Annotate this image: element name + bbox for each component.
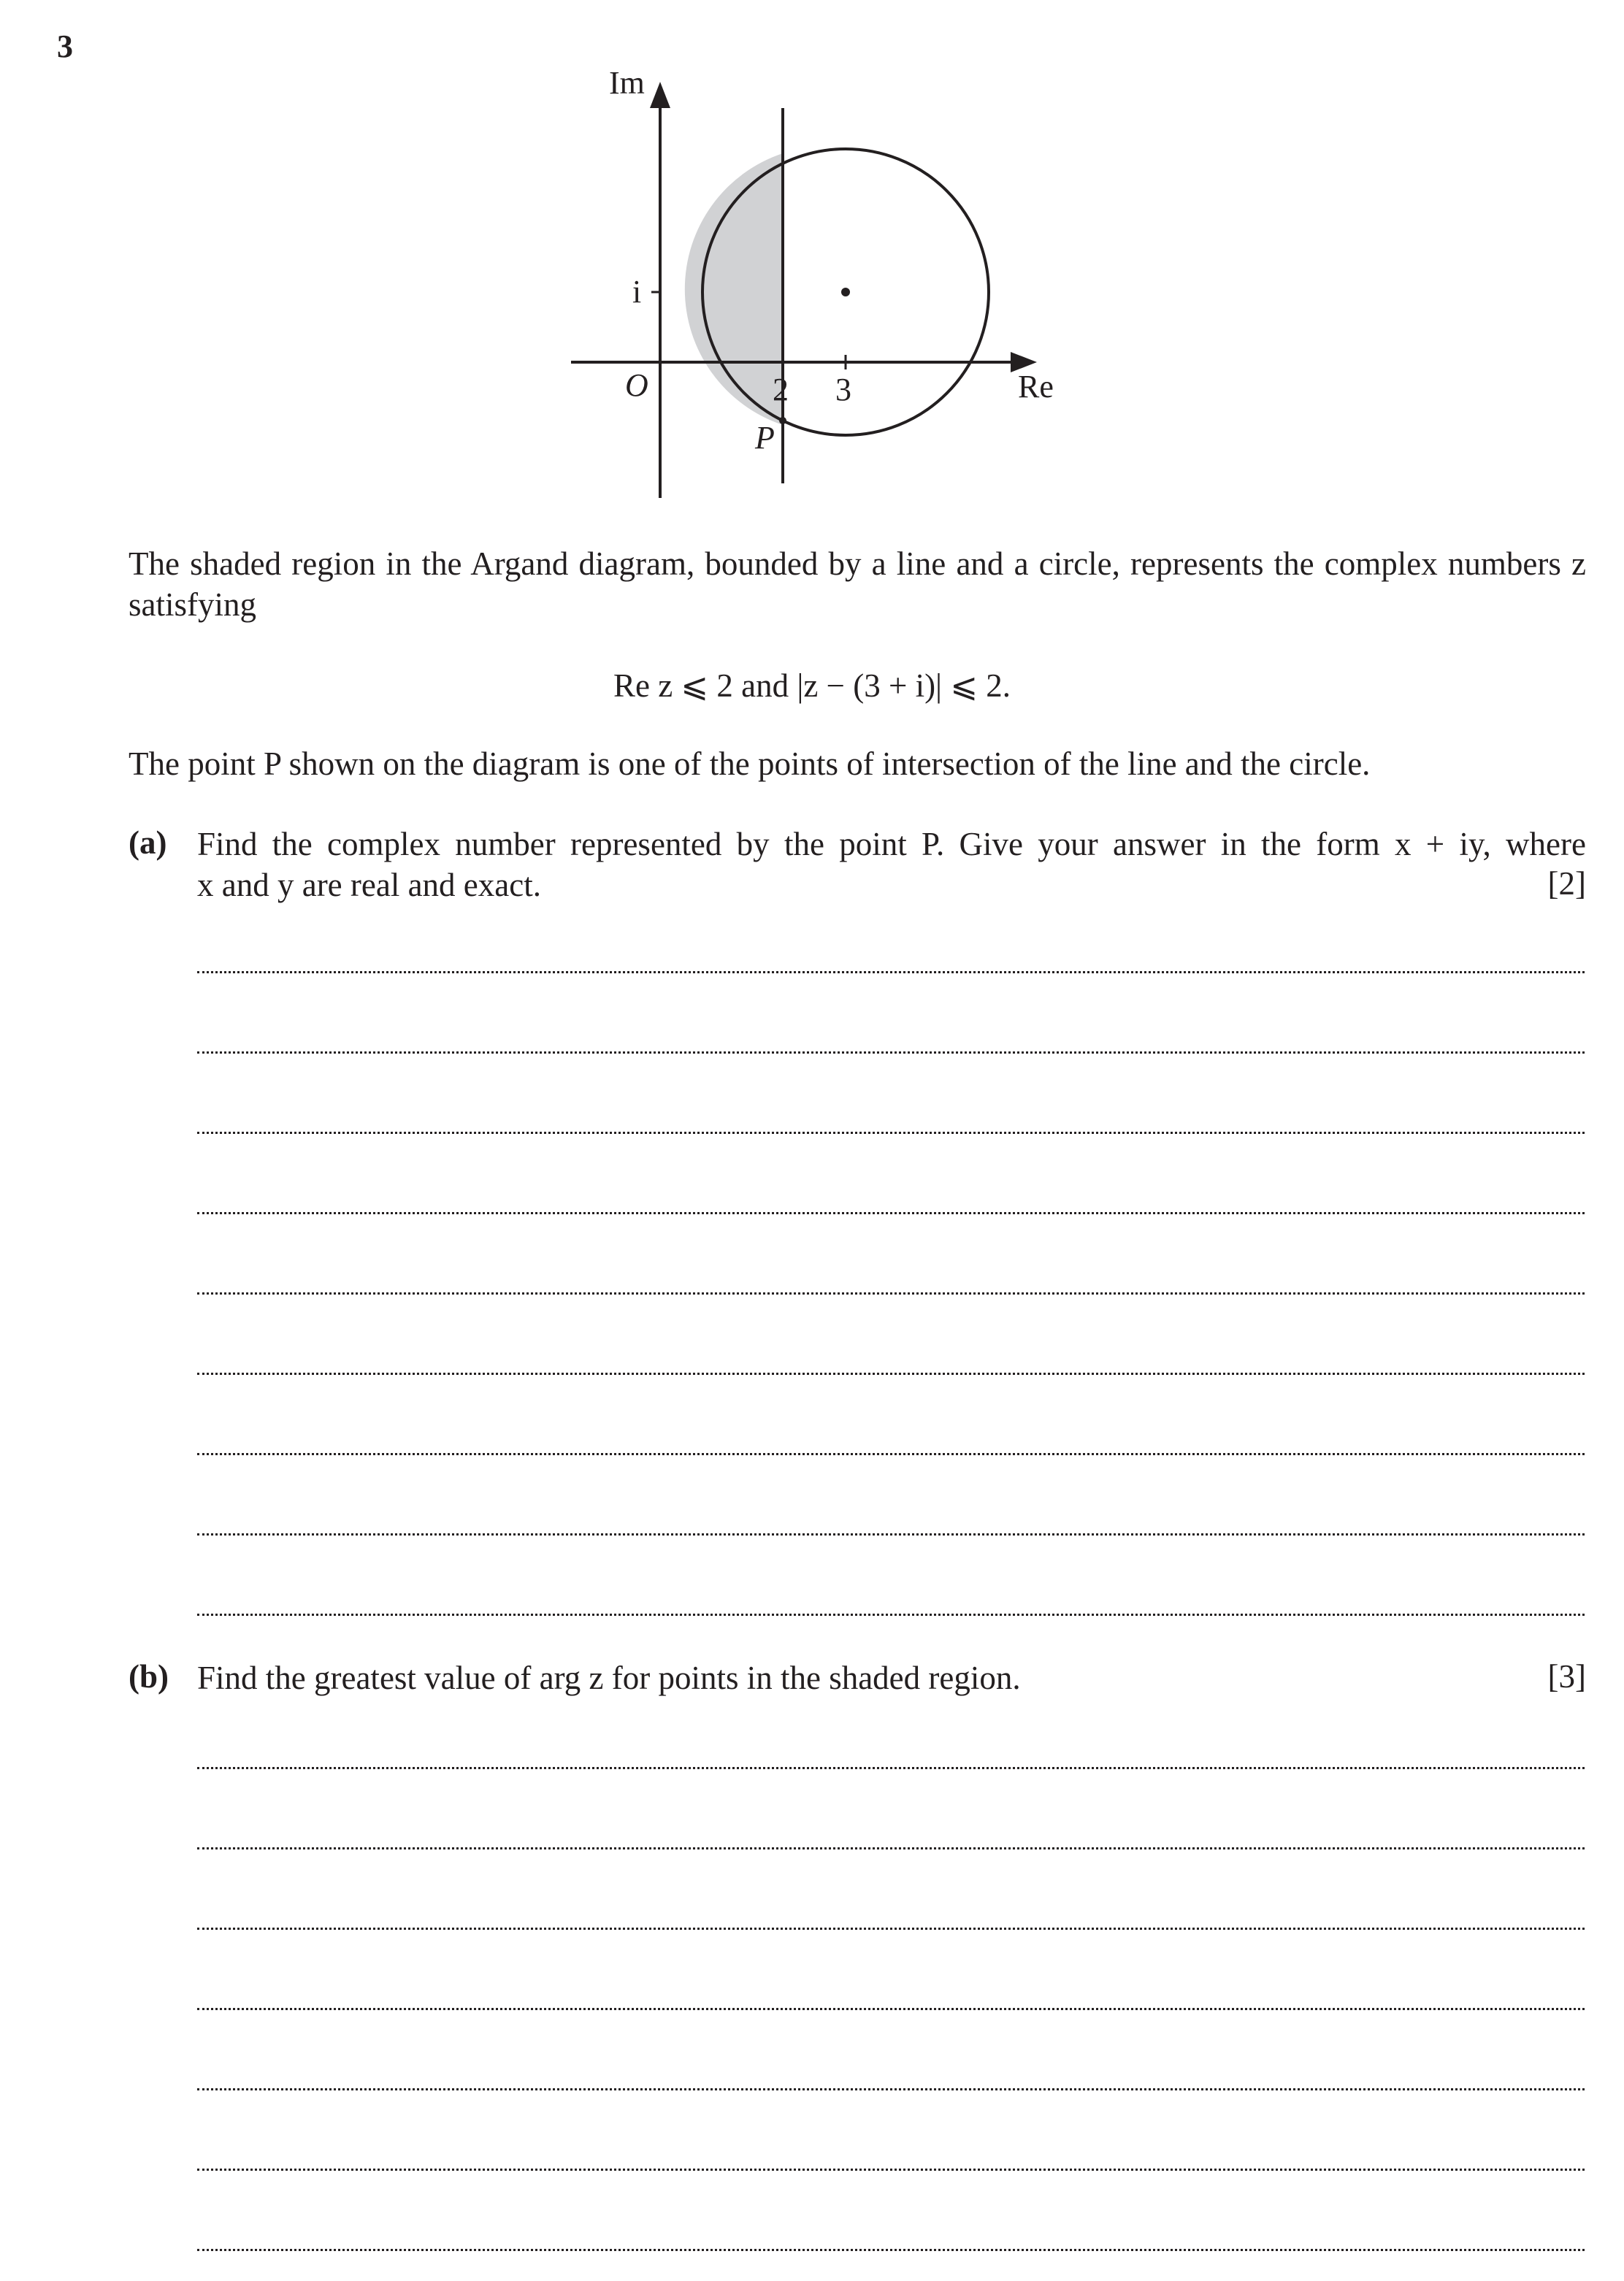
answer-line[interactable] — [197, 1051, 1585, 1054]
point-description: The point P shown on the diagram is one of the points of intersection of the line and the circle. — [129, 745, 1371, 782]
condition-expression: Re z ⩽ 2 and |z − (3 + i)| ⩽ 2. — [613, 667, 1011, 704]
answer-line[interactable] — [197, 1928, 1585, 1930]
origin-label: O — [625, 367, 648, 403]
centre-point — [841, 288, 850, 296]
answer-line[interactable] — [197, 1212, 1585, 1214]
answer-line[interactable] — [197, 1132, 1585, 1134]
answer-line[interactable] — [197, 1453, 1585, 1455]
answer-line[interactable] — [197, 1533, 1585, 1536]
answer-line[interactable] — [197, 2008, 1585, 2010]
answer-line[interactable] — [197, 1847, 1585, 1849]
intro-text: The shaded region in the Argand diagram, bounded by a line and a circle, represents the complex numbers z satisfying — [129, 545, 1586, 623]
tick-3-label: 3 — [835, 372, 851, 407]
part-a-line1: Find the complex number represented by the point P. Give your answer in the form x + iy, where — [197, 826, 1586, 862]
part-a-question — [197, 824, 1586, 905]
part-a-line2: x and y are real and exact. — [197, 867, 541, 903]
part-a-marks: [2] — [1547, 865, 1586, 902]
answer-line[interactable] — [197, 1614, 1585, 1616]
point-p — [779, 417, 786, 424]
answer-line[interactable] — [197, 2249, 1585, 2251]
shaded-region — [685, 153, 783, 425]
answer-line[interactable] — [197, 2088, 1585, 2090]
part-a-label: (a) — [129, 824, 167, 861]
answer-line[interactable] — [197, 1767, 1585, 1769]
answer-line[interactable] — [197, 1292, 1585, 1295]
point-p-label: P — [755, 420, 775, 456]
answer-line[interactable] — [197, 971, 1585, 973]
part-b-marks: [3] — [1547, 1658, 1586, 1695]
axis-im-label: Im — [609, 65, 645, 101]
question-number: 3 — [57, 28, 73, 64]
imaginary-axis-arrow — [650, 82, 670, 108]
part-b-label: (b) — [129, 1658, 169, 1695]
answer-line[interactable] — [197, 2169, 1585, 2171]
part-b-question: Find the greatest value of arg z for points in the shaded region. — [197, 1660, 1021, 1696]
i-tick-label: i — [632, 274, 642, 310]
argand-diagram — [0, 0, 1624, 526]
tick-2-label: 2 — [773, 372, 789, 407]
answer-line[interactable] — [197, 1373, 1585, 1375]
axis-re-label: Re — [1018, 369, 1054, 405]
